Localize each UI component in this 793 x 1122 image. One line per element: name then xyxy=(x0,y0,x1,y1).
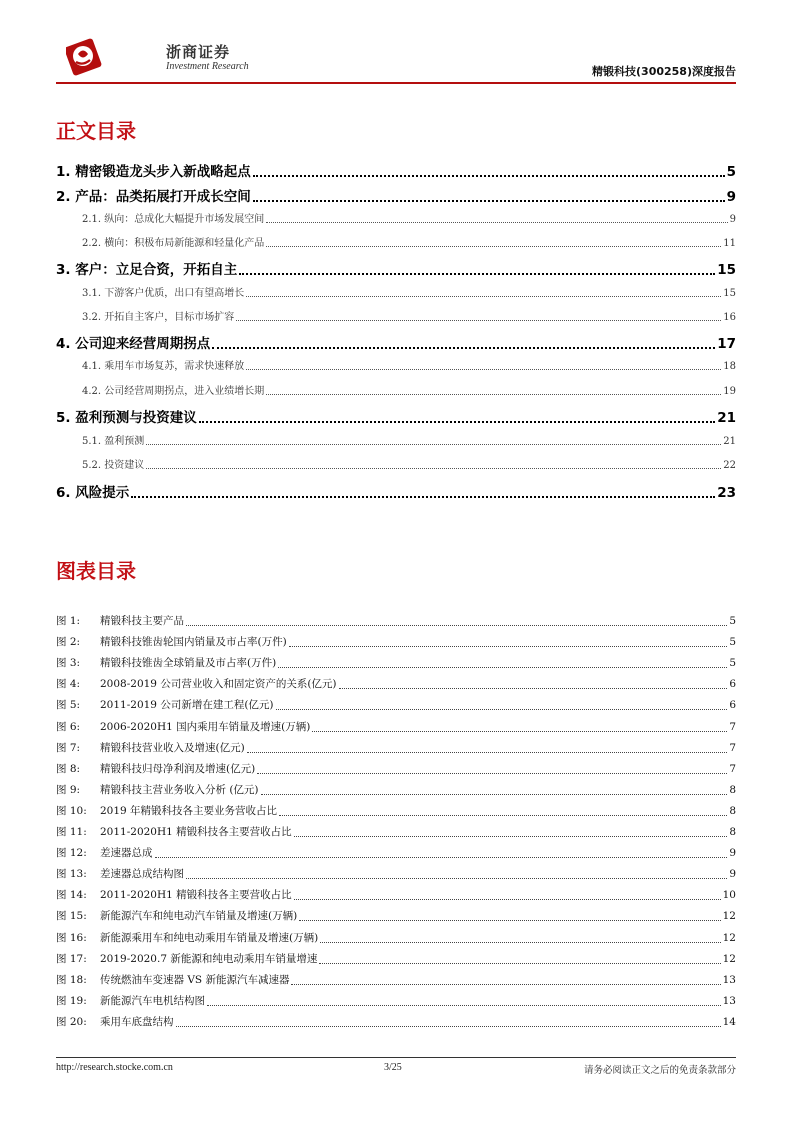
brand-name: 浙商证券 xyxy=(166,43,231,61)
leader-dots xyxy=(207,1005,721,1006)
figure-page: 5 xyxy=(729,636,736,649)
figure-number: 图 13: xyxy=(56,868,87,881)
figure-label: 精锻科技锥齿全球销量及市占率(万件) xyxy=(100,657,277,670)
figure-label: 精锻科技主营业务收入分析 (亿元) xyxy=(100,783,259,796)
toc-entry-label: 3. 客户：立足合资，开拓自主 xyxy=(56,262,238,278)
figure-label: 2008-2019 公司营业收入和固定资产的关系(亿元) xyxy=(100,678,337,691)
brand-subtitle: Investment Research xyxy=(166,61,249,72)
figure-label: 精锻科技锥齿轮国内销量及市占率(万件) xyxy=(100,636,287,649)
toc-entry-label: 5. 盈利预测与投资建议 xyxy=(56,410,197,426)
toc-title: 正文目录 xyxy=(56,119,136,143)
page-indicator: 3/25 xyxy=(384,1062,402,1073)
figure-number: 图 16: xyxy=(56,931,87,944)
figure-label: 新能源乘用车和纯电动乘用车销量及增速(万辆) xyxy=(100,931,319,944)
figure-entry[interactable] xyxy=(56,951,736,966)
toc-entry[interactable] xyxy=(82,432,736,447)
figure-number: 图 20: xyxy=(56,1015,87,1028)
figure-label: 差速器总成 xyxy=(100,847,153,860)
leader-dots xyxy=(294,836,728,837)
toc-entry-page: 17 xyxy=(717,336,736,352)
figure-label: 精锻科技营业收入及增速(亿元) xyxy=(100,741,245,754)
header-divider xyxy=(56,82,736,84)
toc-entry-label: 3.2. 开拓自主客户，目标市场扩容 xyxy=(82,312,235,323)
figure-number: 图 19: xyxy=(56,994,87,1007)
figures-title: 图表目录 xyxy=(56,559,136,583)
figure-entry[interactable] xyxy=(56,613,736,628)
footer-divider xyxy=(56,1057,736,1058)
leader-dots xyxy=(212,347,715,349)
figure-page: 12 xyxy=(722,931,736,944)
figure-number: 图 7: xyxy=(56,741,81,754)
figure-number: 图 5: xyxy=(56,699,81,712)
toc-entry[interactable] xyxy=(56,185,736,205)
figure-label: 2019-2020.7 新能源和纯电动乘用车销量增速 xyxy=(100,952,318,965)
toc-entry[interactable] xyxy=(82,210,736,225)
leader-dots xyxy=(176,1026,721,1027)
leader-dots xyxy=(199,421,715,423)
leader-dots xyxy=(339,688,728,689)
figure-label: 2011-2020H1 精锻科技各主要营收占比 xyxy=(100,889,292,902)
figure-label: 新能源汽车和纯电动汽车销量及增速(万辆) xyxy=(100,910,298,923)
figure-number: 图 6: xyxy=(56,720,81,733)
toc-entry[interactable] xyxy=(56,332,736,352)
figure-number: 图 12: xyxy=(56,847,87,860)
figure-page: 6 xyxy=(729,678,736,691)
figure-page: 10 xyxy=(722,889,736,902)
figure-number: 图 14: xyxy=(56,889,87,902)
figure-number: 图 1: xyxy=(56,615,81,627)
figure-number: 图 17: xyxy=(56,952,87,965)
figure-page: 5 xyxy=(729,615,736,627)
figure-label: 2019 年精锻科技各主要业务营收占比 xyxy=(100,804,278,817)
toc-entry[interactable] xyxy=(82,284,736,299)
zheshang-logo-icon xyxy=(66,36,106,76)
figure-label: 2011-2019 公司新增在建工程(亿元) xyxy=(100,699,274,712)
figure-page: 8 xyxy=(729,826,736,838)
figure-page: 12 xyxy=(722,910,736,923)
leader-dots xyxy=(146,468,721,469)
toc-entry-label: 2.2. 横向：积极布局新能源和轻量化产品 xyxy=(82,238,265,249)
leader-dots xyxy=(236,320,721,321)
toc-entry-label: 6. 风险提示 xyxy=(56,485,130,501)
toc-entry-label: 3.1. 下游客户优质，出口有望高增长 xyxy=(82,288,245,299)
figure-entry[interactable] xyxy=(56,740,736,755)
page-header xyxy=(56,36,736,82)
figure-entry[interactable] xyxy=(56,655,736,670)
leader-dots xyxy=(291,984,720,985)
toc-entry-page: 11 xyxy=(723,238,736,249)
toc-entry[interactable] xyxy=(82,456,736,471)
toc-entry-page: 21 xyxy=(723,436,736,447)
figure-label: 精锻科技主要产品 xyxy=(100,615,184,627)
leader-dots xyxy=(294,899,721,900)
toc-entry[interactable] xyxy=(56,160,736,180)
leader-dots xyxy=(239,273,715,275)
leader-dots xyxy=(266,222,727,223)
toc-entry-page: 22 xyxy=(723,460,736,471)
footer-disclaimer: 请务必阅读正文之后的免责条款部分 xyxy=(583,1065,736,1076)
leader-dots xyxy=(312,731,727,732)
toc-entry[interactable] xyxy=(82,308,736,323)
toc-entry-label: 4. 公司迎来经营周期拐点 xyxy=(56,336,211,352)
figure-page: 12 xyxy=(722,952,736,965)
toc-entry[interactable] xyxy=(56,406,736,426)
figure-entry[interactable] xyxy=(56,930,736,945)
leader-dots xyxy=(279,815,727,816)
figure-number: 图 4: xyxy=(56,678,81,691)
toc-entry[interactable] xyxy=(82,357,736,372)
leader-dots xyxy=(253,200,725,202)
toc-entry-page: 15 xyxy=(723,288,736,299)
toc-entry-page: 5 xyxy=(726,164,736,180)
figure-entry[interactable] xyxy=(56,1014,736,1029)
figure-entry[interactable] xyxy=(56,993,736,1008)
leader-dots xyxy=(253,175,725,177)
leader-dots xyxy=(146,444,721,445)
figure-entry[interactable] xyxy=(56,972,736,987)
toc-entry-label: 2.1. 纵向：总成化大幅提升市场发展空间 xyxy=(82,214,265,225)
figure-number: 图 11: xyxy=(56,826,87,838)
figure-number: 图 2: xyxy=(56,636,81,649)
figure-entry[interactable] xyxy=(56,697,736,712)
leader-dots xyxy=(299,920,720,921)
figure-entry[interactable] xyxy=(56,845,736,860)
leader-dots xyxy=(155,857,728,858)
leader-dots xyxy=(186,625,727,626)
toc-entry[interactable] xyxy=(82,234,736,249)
figure-entry[interactable] xyxy=(56,908,736,923)
figure-label: 传统燃油车变速器 VS 新能源汽车减速器 xyxy=(100,973,290,986)
leader-dots xyxy=(320,942,720,943)
leader-dots xyxy=(257,773,727,774)
figure-number: 图 3: xyxy=(56,657,81,670)
figure-number: 图 15: xyxy=(56,910,87,923)
figure-entry[interactable] xyxy=(56,676,736,691)
figure-page: 9 xyxy=(729,868,736,881)
leader-dots xyxy=(247,752,728,753)
figure-page: 7 xyxy=(729,762,736,775)
toc-entry[interactable] xyxy=(56,481,736,501)
figure-page: 6 xyxy=(729,699,736,712)
figure-label: 新能源汽车电机结构图 xyxy=(100,994,205,1007)
leader-dots xyxy=(261,794,728,795)
toc-entry-label: 2. 产品：品类拓展打开成长空间 xyxy=(56,189,251,205)
report-title: 精锻科技(300258)深度报告 xyxy=(592,65,736,78)
figure-label: 2011-2020H1 精锻科技各主要营收占比 xyxy=(100,826,292,838)
figure-page: 13 xyxy=(722,994,736,1007)
figure-number: 图 8: xyxy=(56,762,81,775)
toc-entry[interactable] xyxy=(56,258,736,278)
leader-dots xyxy=(276,709,728,710)
figure-entry[interactable] xyxy=(56,866,736,881)
toc-entry[interactable] xyxy=(82,382,736,397)
figure-number: 图 18: xyxy=(56,973,87,986)
figure-page: 7 xyxy=(729,720,736,733)
figure-label: 精锻科技归母净利润及增速(亿元) xyxy=(100,762,256,775)
figure-number: 图 10: xyxy=(56,804,87,817)
figure-entry[interactable] xyxy=(56,803,736,818)
toc-entry-page: 19 xyxy=(723,386,736,397)
leader-dots xyxy=(319,963,720,964)
toc-entry-page: 16 xyxy=(723,312,736,323)
leader-dots xyxy=(289,646,728,647)
leader-dots xyxy=(266,246,721,247)
leader-dots xyxy=(246,369,721,370)
leader-dots xyxy=(278,667,727,668)
figure-page: 14 xyxy=(722,1015,736,1028)
toc-entry-page: 9 xyxy=(726,189,736,205)
toc-entry-label: 1. 精密锻造龙头步入新战略起点 xyxy=(56,164,251,180)
figure-page: 8 xyxy=(729,783,736,796)
figure-entry[interactable] xyxy=(56,887,736,902)
figure-entry[interactable] xyxy=(56,782,736,797)
figure-entry[interactable] xyxy=(56,719,736,734)
figure-page: 8 xyxy=(729,804,736,817)
figure-label: 2006-2020H1 国内乘用车销量及增速(万辆) xyxy=(100,720,311,733)
figure-entry[interactable] xyxy=(56,824,736,839)
toc-entry-label: 5.2. 投资建议 xyxy=(82,460,145,471)
footer-url[interactable]: http://research.stocke.com.cn xyxy=(56,1062,173,1073)
toc-entry-page: 21 xyxy=(717,410,736,426)
figure-page: 7 xyxy=(729,741,736,754)
figure-page: 9 xyxy=(729,847,736,860)
leader-dots xyxy=(266,394,721,395)
leader-dots xyxy=(131,496,715,498)
leader-dots xyxy=(186,878,727,879)
toc-entry-page: 23 xyxy=(717,485,736,501)
toc-entry-label: 5.1. 盈利预测 xyxy=(82,436,145,447)
figure-entry[interactable] xyxy=(56,634,736,649)
figure-label: 乘用车底盘结构 xyxy=(100,1015,174,1028)
figure-number: 图 9: xyxy=(56,783,81,796)
toc-entry-page: 9 xyxy=(729,214,736,225)
toc-entry-label: 4.1. 乘用车市场复苏，需求快速释放 xyxy=(82,361,245,372)
toc-entry-page: 18 xyxy=(723,361,736,372)
toc-entry-label: 4.2. 公司经营周期拐点，进入业绩增长期 xyxy=(82,386,265,397)
leader-dots xyxy=(246,296,721,297)
toc-entry-page: 15 xyxy=(717,262,736,278)
figure-label: 差速器总成结构图 xyxy=(100,868,184,881)
figure-entry[interactable] xyxy=(56,761,736,776)
figure-page: 5 xyxy=(729,657,736,670)
figure-page: 13 xyxy=(722,973,736,986)
